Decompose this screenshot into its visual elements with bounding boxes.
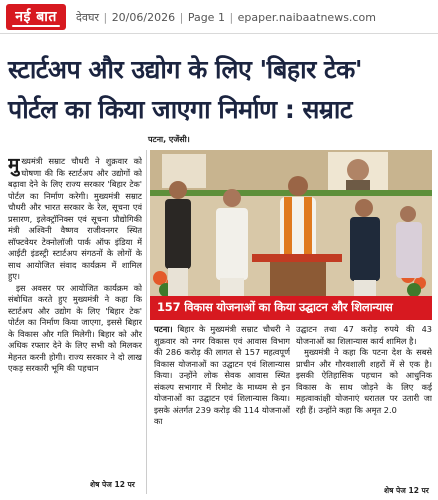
article-headline	[8, 50, 432, 130]
masthead	[0, 0, 438, 34]
continued-label-right[interactable]: शेष पेज 12 पर	[384, 486, 429, 495]
edition-page: Page 1	[187, 11, 225, 24]
left-column	[8, 156, 142, 494]
right-paragraph-1: उद्घाटन तथा 47 करोड़ रुपये की 43 योजनाओं का शिलान्यास कार्य शामिल है।	[296, 324, 432, 346]
event-photo	[150, 150, 432, 296]
drop-cap: मु	[8, 156, 20, 176]
middle-paragraph-text: बिहार के मुख्यमंत्री सम्राट चौधरी ने शुक्रवार को नगर विकास एवं आवास विभाग की 286 करोड़ की लागत से 157 महत्वपूर्ण विकास योजनाओं का उद्घाटन एवं शिलान्यास किया। उन्होंने लोक सेवक आवास स्थित संकल्प सभागार में रिमोट के माध्यम से इन योजनाओं का उद्घाटन एवं शिलान्यास किया। इसके अंतर्गत 239 करोड़ की 114 योजनाओं का	[154, 324, 290, 426]
right-column	[296, 324, 432, 478]
logo-text: नई बात	[15, 9, 57, 25]
left-paragraph-2: इस अवसर पर आयोजित कार्यक्रम को संबोधित करते हुए मुख्यमंत्री ने कहा कि स्टार्टअप और उद्योग के लिए 'बिहार टेक' पोर्टल का निर्माण किया जाएगा, इससे बिहार के विकास और गति मिलेगी। बिहार को और अधिक रफ्तार देने के लिए सभी को मिलकर मेहनत करनी होगी। राज्य सरकार ने दो लाख एकड़ सरकारी भूमि की पहचान	[8, 282, 142, 373]
middle-paragraph	[154, 324, 290, 428]
continued-label-left[interactable]: शेष पेज 12 पर	[90, 480, 135, 489]
headline-line-1: स्टार्टअप और उद्योग के लिए 'बिहार टेक'	[8, 55, 363, 84]
separator: |	[229, 11, 234, 24]
dateline: पटना, एजेंसी।	[148, 135, 190, 144]
dateline-place: पटना।	[154, 324, 173, 334]
separator: |	[103, 11, 108, 24]
epaper-url[interactable]: epaper.naibaatnews.com	[237, 11, 376, 24]
middle-column	[154, 324, 290, 478]
separator: |	[179, 11, 184, 24]
subhead-text: 157 विकास योजनाओं का किया उद्घाटन और शिलान्यास	[157, 300, 393, 314]
edition-date: 20/06/2026	[111, 11, 176, 24]
edition-city: देवघर	[76, 11, 99, 24]
right-paragraph-2: मुख्यमंत्री ने कहा कि पटना देश के सबसे प्राचीन और गौरवशाली शहरों में से एक है। इसकी ऐतिहासिक पहचान को आधुनिक विकास के साथ जोड़ने के लिए कई महत्वाकांक्षी योजनाएं धरातल पर उतारी जा रही हैं। उन्होंने कहा कि अमृत 2.0	[296, 347, 432, 415]
newspaper-logo[interactable]	[6, 4, 66, 30]
headline-line-2: पोर्टल का किया जाएगा निर्माण : सम्राट	[8, 95, 352, 124]
edition-info	[76, 10, 376, 25]
left-paragraph-1	[8, 156, 142, 283]
event-photo-graphic	[150, 150, 432, 296]
column-divider	[146, 150, 147, 494]
left-paragraph-1-text: ख्यमंत्री सम्राट चौधरी ने शुक्रवार को घोषणा की कि स्टार्टअप और उद्योगों को बढ़ावा देने के लिए राज्य सरकार 'बिहार टेक' पोर्टल का निर्माण करेगी। मुख्यमंत्री सम्राट चौधरी और भारत सरकार के रेल, सूचना एवं प्रसारण, इलेक्ट्रॉनिक्स एवं सूचना प्रौद्योगिकी मंत्री अश्विनी वैष्णव राजीवनगर स्थित सॉफ्टवेयर टेक्नोलॉजी पार्क ऑफ इंडिया में आईटी इंडस्ट्री स्टार्टअप संगठनों के लोगों के साथ आयोजित संवाद कार्यक्रम में शामिल हुए।	[8, 156, 142, 281]
logo-swoosh	[12, 25, 60, 27]
subhead-banner	[150, 296, 432, 320]
